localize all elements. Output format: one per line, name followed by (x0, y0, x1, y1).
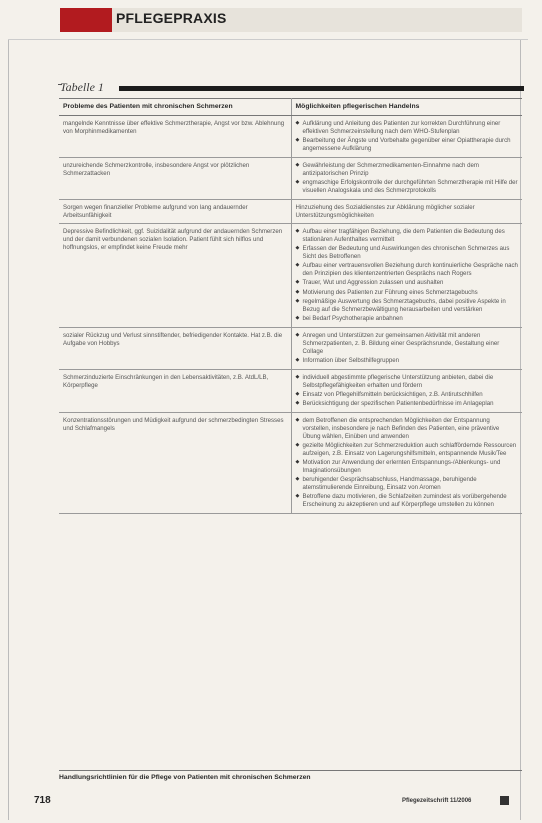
action-item (296, 459, 519, 475)
action-text: Bearbeitung der Ängste und Vorbehalte gegenüber einer Opiattherapie durch angemessene Aufklärung (302, 137, 511, 153)
journal-logo-icon (500, 796, 509, 805)
action-item (296, 442, 519, 458)
bullet-diamond-icon: ◆ (295, 288, 300, 295)
action-text: gezielte Möglichkeiten zur Schmerzreduktion auch schlaffördernde Ressourcen aufzeigen, z.B. Einsatz von Lagerungshilfsmitteln, entspannende Musik/Tee (302, 441, 517, 457)
problem-cell: unzureichende Schmerzkontrolle, insbesondere Angst vor plötzlichen Schmerzattacken (59, 158, 291, 200)
action-cell (291, 200, 522, 224)
bullet-diamond-icon: ◆ (295, 314, 300, 321)
table-row (59, 200, 522, 224)
bullet-diamond-icon: ◆ (295, 245, 300, 252)
action-item (296, 332, 519, 356)
action-text: dem Betroffenen die entsprechenden Möglichkeiten der Entspannung vorstellen, insbesondere je nach Befinden des Patienten, eine präventive Übung wählen, Einüben und anwenden (302, 416, 500, 440)
action-text: Anregen und Unterstützen zur gemeinsamen Aktivität mit anderen Schmerzpatienten, z. B. Bildung einer Gesprächsrunde, Gestaltung einer Collage (302, 331, 500, 355)
action-item (296, 315, 519, 323)
bullet-diamond-icon: ◆ (295, 356, 300, 363)
action-item (296, 162, 519, 178)
action-cell (291, 158, 522, 200)
table-row (59, 115, 522, 157)
action-list (296, 374, 519, 408)
problem-cell: sozialer Rückzug und Verlust sinnstiftender, befriedigender Kontakte. Hat z.B. die Aufgabe von Hobbys (59, 327, 291, 369)
action-item (296, 137, 519, 153)
top-divider (8, 39, 528, 40)
action-list (296, 228, 519, 322)
section-title: PFLEGEPRAXIS (116, 10, 227, 26)
table-title: Tabelle 1 (60, 80, 104, 94)
bullet-diamond-icon: ◆ (295, 228, 300, 235)
care-table (59, 98, 522, 514)
table-body (59, 115, 522, 513)
action-item (296, 120, 519, 136)
bullet-diamond-icon: ◆ (295, 390, 300, 397)
action-text: Erfassen der Bedeutung und Auswirkungen des chronischen Schmerzes aus Sicht des Betroffenen (302, 245, 510, 261)
action-text: Berücksichtigung der spezifischen Patientenbedürfnisse im Anlageplan (302, 399, 494, 407)
bullet-diamond-icon: ◆ (295, 137, 300, 144)
problem-cell: mangelnde Kenntnisse über effektive Schmerztherapie, Angst vor bzw. Ablehnung von Morphinmedikamenten (59, 115, 291, 157)
journal-citation: Pflegezeitschrift 11/2006 (402, 798, 472, 804)
column-header-actions: Möglichkeiten pflegerischen Handelns (291, 99, 522, 116)
action-item (296, 279, 519, 287)
bullet-diamond-icon: ◆ (295, 162, 300, 169)
action-text: Einsatz von Pflegehilfsmitteln berücksichtigen, z.B. Antirutschhilfen (302, 390, 483, 398)
bullet-diamond-icon: ◆ (295, 441, 300, 448)
table-row (59, 369, 522, 412)
action-text: Aufbau einer vertrauensvollen Beziehung durch kontinuierliche Gespräche nach den Prinzipien des klientenzentrierten Gesprächs nach Rogers (302, 262, 518, 278)
action-text: Aufklärung und Anleitung des Patienten zur korrekten Durchführung einer effektiven Schmerzeinstellung nach dem WHO-Stufenplan (302, 119, 501, 135)
action-text: Information über Selbsthilfegruppen (302, 356, 400, 364)
action-text: Betroffene dazu motivieren, die Schlafzeiten zumindest als vorübergehende Erscheinung zu akzeptieren und auf Körperpflege umstellen zu können (302, 493, 507, 509)
action-item (296, 400, 519, 408)
action-list (296, 417, 519, 509)
action-item (296, 391, 519, 399)
bullet-diamond-icon: ◆ (295, 279, 300, 286)
action-item (296, 228, 519, 244)
action-text: Hinzuziehung des Sozialdienstes zur Abklärung möglicher sozialer Unterstützungsmöglichkeiten (295, 204, 475, 220)
action-item (296, 298, 519, 314)
bullet-diamond-icon: ◆ (295, 297, 300, 304)
action-text: bei Bedarf Psychotherapie anbahnen (302, 314, 403, 322)
table-caption: Handlungsrichtlinien für die Pflege von Patienten mit chronischen Schmerzen (59, 774, 311, 781)
action-text: engmaschige Erfolgskontrolle der durchgeführten Schmerztherapie mit Hilfe der visuellen Analogskala und des Schmerzprotokolls (302, 179, 518, 195)
bullet-diamond-icon: ◆ (295, 416, 300, 423)
table-header-row (59, 99, 522, 116)
title-rule (119, 86, 524, 91)
problem-cell: Sorgen wegen finanzieller Probleme aufgrund von lang andauernder Arbeitsunfähigkeit (59, 200, 291, 224)
action-item (296, 417, 519, 441)
column-header-problems: Probleme des Patienten mit chronischen Schmerzen (59, 99, 291, 116)
action-cell (291, 369, 522, 412)
bullet-diamond-icon: ◆ (295, 373, 300, 380)
bullet-diamond-icon: ◆ (295, 476, 300, 483)
table-row (59, 412, 522, 513)
bullet-diamond-icon: ◆ (295, 262, 300, 269)
action-text: Motivation zur Anwendung der erlernten Entspannungs-/Ablenkungs- und Imaginationsübungen (302, 459, 501, 475)
action-text: Gewährleistung der Schmerzmedikamenten-Einnahme nach dem antizipatorischen Prinzip (302, 162, 479, 178)
table-row (59, 224, 522, 327)
bullet-diamond-icon: ◆ (295, 119, 300, 126)
action-text: beruhigender Gesprächsabschluss, Handmassage, beruhigende atemstimulierende Einreibung, Einsatz von Aromen (302, 476, 477, 492)
action-cell (291, 224, 522, 327)
action-item (296, 262, 519, 278)
action-text: regelmäßige Auswertung des Schmerztagebuchs, dabei positive Aspekte in Bezug auf die Schmerzbewältigung herausarbeiten und verstärken (302, 297, 506, 313)
action-item (296, 493, 519, 509)
brand-color-block (60, 8, 112, 32)
problem-cell: Konzentrationsstörungen und Müdigkeit aufgrund der schmerzbedingten Stresses und Schlafmangels (59, 412, 291, 513)
action-item (296, 374, 519, 390)
problem-cell: Depressive Befindlichkeit, ggf. Suizidalität aufgrund der andauernden Schmerzen und der damit verbundenen sozialen Isolation. Patient fühlt sich hilflos und hoffnungslos, er empfindet keine Freude mehr (59, 224, 291, 327)
action-list (296, 162, 519, 195)
bullet-diamond-icon: ◆ (295, 493, 300, 500)
action-text: Trauer, Wut und Aggression zulassen und aushalten (302, 279, 444, 287)
action-cell (291, 412, 522, 513)
action-list (296, 120, 519, 153)
table-row (59, 327, 522, 369)
action-cell (291, 327, 522, 369)
problem-cell: Schmerzinduzierte Einschränkungen in den Lebensaktivitäten, z.B. AtdL/LB, Körperpflege (59, 369, 291, 412)
action-text: Aufbau einer tragfähigen Beziehung, die dem Patienten die Bedeutung des stationären Aufenthaltes vermittelt (302, 228, 505, 244)
bullet-diamond-icon: ◆ (295, 459, 300, 466)
bullet-diamond-icon: ◆ (295, 399, 300, 406)
action-item (296, 357, 519, 365)
action-item (296, 476, 519, 492)
table-row (59, 158, 522, 200)
page-number: 718 (34, 795, 51, 806)
action-item (296, 245, 519, 261)
action-text: individuell abgestimmte pflegerische Unterstützung anbieten, dabei die Selbstpflegefähigkeiten erhalten und fördern (302, 373, 494, 389)
action-list (296, 332, 519, 365)
action-item (296, 289, 519, 297)
caption-rule (59, 770, 522, 771)
bullet-diamond-icon: ◆ (295, 179, 300, 186)
left-frame-line (8, 40, 9, 820)
action-text: Motivierung des Patienten zur Führung eines Schmerztagebuchs (302, 288, 478, 296)
action-cell (291, 115, 522, 157)
bullet-diamond-icon: ◆ (295, 331, 300, 338)
action-item (296, 179, 519, 195)
